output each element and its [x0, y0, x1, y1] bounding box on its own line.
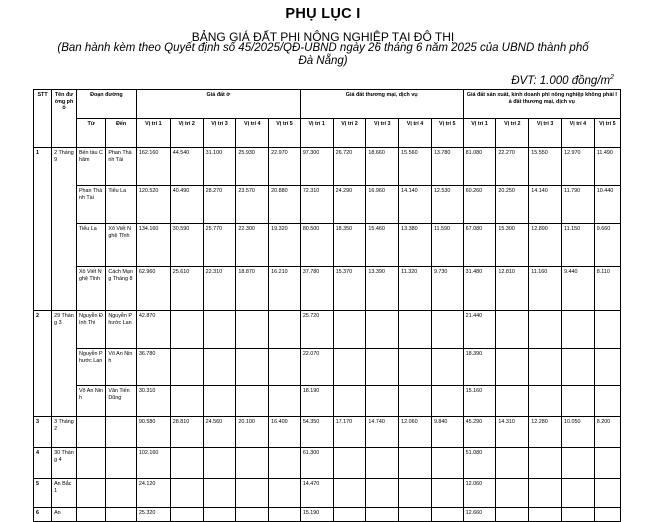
cell-price-production-position-2	[496, 311, 529, 349]
cell-price-residential-position-1: 102.160	[136, 448, 170, 479]
cell-price-commercial-position-5	[431, 349, 463, 386]
cell-price-commercial-position-5: 11.590	[431, 224, 463, 267]
cell-price-commercial-position-3: 15.460	[366, 224, 399, 267]
cell-price-production-position-1: 67.080	[463, 224, 496, 267]
cell-segment-to: Văn Tiến Dũng	[106, 386, 137, 417]
cell-price-commercial-position-2	[333, 448, 366, 479]
cell-price-residential-position-4	[236, 386, 269, 417]
cell-price-commercial-position-2	[333, 349, 366, 386]
cell-price-residential-position-5	[269, 349, 301, 386]
cell-price-production-position-3	[529, 479, 562, 508]
cell-price-production-position-1: 45.290	[463, 417, 496, 448]
header-commercial-position-4: Vị trí 4	[399, 119, 432, 148]
cell-price-production-position-4	[561, 349, 594, 386]
cell-segment-from: Phan Thành Tài	[76, 186, 105, 224]
header-production-position-4: Vị trí 4	[561, 119, 594, 148]
cell-price-residential-position-4: 25.930	[236, 148, 269, 186]
cell-segment-from: Nguyễn Phước Lan	[76, 349, 105, 386]
cell-segment-from: Tiểu La	[76, 224, 105, 267]
cell-price-production-position-4	[561, 479, 594, 508]
cell-price-residential-position-4: 22.300	[236, 224, 269, 267]
table-row	[34, 479, 621, 508]
header-production-position-3: Vị trí 3	[529, 119, 562, 148]
cell-price-residential-position-4: 18.870	[236, 267, 269, 311]
cell-price-residential-position-4: 23.570	[236, 186, 269, 224]
cell-price-production-position-5	[594, 508, 620, 522]
cell-price-residential-position-4	[236, 479, 269, 508]
cell-price-production-position-2	[496, 479, 529, 508]
cell-price-residential-position-3: 31.100	[203, 148, 236, 186]
cell-price-production-position-1: 31.480	[463, 267, 496, 311]
cell-price-commercial-position-1: 37.780	[300, 267, 333, 311]
cell-price-production-position-3	[529, 349, 562, 386]
cell-price-residential-position-3: 22.310	[203, 267, 236, 311]
cell-price-production-position-2: 15.300	[496, 224, 529, 267]
cell-price-commercial-position-1: 54.350	[300, 417, 333, 448]
cell-price-residential-position-4	[236, 349, 269, 386]
unit-text: ĐVT: 1.000 đồng/m	[511, 74, 611, 87]
cell-segment-from: Bến tàu Chăm	[76, 148, 105, 186]
table-row	[34, 148, 621, 186]
cell-price-production-position-5: 8.200	[594, 417, 620, 448]
cell-price-residential-position-5: 16.210	[269, 267, 301, 311]
header-segment: Đoạn đường	[76, 90, 136, 119]
cell-price-production-position-4	[561, 386, 594, 417]
table-row	[34, 224, 621, 267]
cell-price-production-position-5	[594, 479, 620, 508]
cell-price-commercial-position-3: 18.660	[366, 148, 399, 186]
cell-segment-from	[76, 479, 105, 508]
cell-price-residential-position-2	[170, 386, 203, 417]
cell-price-residential-position-4	[236, 508, 269, 522]
table-row	[34, 267, 621, 311]
cell-segment-from	[76, 508, 105, 522]
cell-price-residential-position-2: 30.590	[170, 224, 203, 267]
cell-price-residential-position-3	[203, 508, 236, 522]
cell-price-residential-position-2: 44.540	[170, 148, 203, 186]
cell-price-residential-position-2: 40.490	[170, 186, 203, 224]
cell-price-commercial-position-4	[399, 508, 432, 522]
cell-price-residential-position-5	[269, 311, 301, 349]
cell-price-production-position-1: 18.390	[463, 349, 496, 386]
cell-price-residential-position-3	[203, 311, 236, 349]
cell-price-residential-position-1: 36.780	[136, 349, 170, 386]
cell-price-commercial-position-1: 25.720	[300, 311, 333, 349]
cell-price-production-position-2	[496, 386, 529, 417]
cell-street-name: An Bắc 1	[52, 479, 77, 508]
cell-price-commercial-position-4: 14.140	[399, 186, 432, 224]
cell-price-production-position-1: 12.060	[463, 479, 496, 508]
cell-price-production-position-4	[561, 311, 594, 349]
cell-price-production-position-3	[529, 386, 562, 417]
cell-price-production-position-1: 21.440	[463, 311, 496, 349]
cell-price-commercial-position-4: 15.560	[399, 148, 432, 186]
cell-price-residential-position-4	[236, 448, 269, 479]
cell-price-residential-position-3	[203, 349, 236, 386]
cell-price-commercial-position-4	[399, 349, 432, 386]
cell-price-commercial-position-5	[431, 386, 463, 417]
header-to: Đến	[106, 119, 137, 148]
cell-price-commercial-position-5	[431, 479, 463, 508]
cell-price-production-position-3	[529, 311, 562, 349]
header-commercial-position-5: Vị trí 5	[431, 119, 463, 148]
cell-price-production-position-1: 51.080	[463, 448, 496, 479]
cell-price-production-position-5: 8.110	[594, 267, 620, 311]
cell-price-commercial-position-1: 18.190	[300, 386, 333, 417]
cell-price-commercial-position-4: 12.060	[399, 417, 432, 448]
cell-stt: 5	[34, 479, 52, 508]
cell-price-commercial-position-5	[431, 311, 463, 349]
cell-price-commercial-position-3	[366, 311, 399, 349]
cell-price-commercial-position-1: 15.190	[300, 508, 333, 522]
header-from: Từ	[76, 119, 105, 148]
cell-price-commercial-position-3	[366, 508, 399, 522]
cell-price-production-position-2	[496, 508, 529, 522]
cell-price-production-position-4	[561, 448, 594, 479]
cell-price-production-position-4: 12.970	[561, 148, 594, 186]
cell-price-residential-position-5: 16.400	[269, 417, 301, 448]
cell-segment-to	[106, 417, 137, 448]
header-stt: STT	[34, 90, 52, 148]
cell-price-commercial-position-4	[399, 448, 432, 479]
cell-price-production-position-3: 12.890	[529, 224, 562, 267]
cell-price-residential-position-5	[269, 448, 301, 479]
cell-segment-to: Phan Thành Tài	[106, 148, 137, 186]
cell-price-commercial-position-1: 72.310	[300, 186, 333, 224]
cell-street-name: 29 Tháng 3	[52, 311, 77, 417]
document-subtitle: BẢNG GIÁ ĐẤT PHI NÔNG NGHIỆP TẠI ĐÔ THỊ	[191, 30, 455, 44]
cell-price-commercial-position-1: 22.070	[300, 349, 333, 386]
cell-price-commercial-position-5: 9.730	[431, 267, 463, 311]
table-row	[34, 311, 621, 349]
land-price-table	[33, 89, 621, 522]
cell-price-commercial-position-4	[399, 311, 432, 349]
cell-price-production-position-3	[529, 448, 562, 479]
cell-price-commercial-position-2	[333, 479, 366, 508]
cell-price-commercial-position-4	[399, 386, 432, 417]
table-row	[34, 186, 621, 224]
header-residential-position-5: Vị trí 5	[269, 119, 301, 148]
cell-price-commercial-position-5: 12.530	[431, 186, 463, 224]
cell-stt: 3	[34, 417, 52, 448]
cell-segment-to: Nguyễn Phước Lan	[106, 311, 137, 349]
cell-segment-from	[76, 417, 105, 448]
cell-price-residential-position-1: 134.160	[136, 224, 170, 267]
cell-price-production-position-2: 12.810	[496, 267, 529, 311]
cell-street-name: 3 Tháng 2	[52, 417, 77, 448]
cell-price-production-position-2: 20.250	[496, 186, 529, 224]
cell-price-residential-position-3	[203, 448, 236, 479]
cell-price-commercial-position-4: 13.380	[399, 224, 432, 267]
header-production-position-2: Vị trí 2	[496, 119, 529, 148]
cell-price-residential-position-1: 24.120	[136, 479, 170, 508]
cell-price-production-position-5	[594, 386, 620, 417]
cell-street-name: 30 Tháng 4	[52, 448, 77, 479]
decision-note-line-1: (Ban hành kèm theo Quyết định số 45/2025/QĐ-UBND ngày 26 tháng 6 năm 2025 của UBND thành phố	[57, 42, 589, 54]
cell-price-production-position-4	[561, 508, 594, 522]
cell-price-production-position-3: 15.550	[529, 148, 562, 186]
cell-price-commercial-position-3	[366, 448, 399, 479]
cell-price-commercial-position-5: 9.840	[431, 417, 463, 448]
cell-price-production-position-3: 11.160	[529, 267, 562, 311]
cell-price-commercial-position-5: 13.780	[431, 148, 463, 186]
appendix-title: PHỤ LỤC I	[285, 6, 361, 22]
header-production-position-5: Vị trí 5	[594, 119, 620, 148]
unit-superscript: 2	[610, 74, 614, 81]
cell-price-production-position-5: 9.660	[594, 224, 620, 267]
cell-price-residential-position-3	[203, 479, 236, 508]
cell-price-production-position-5: 10.440	[594, 186, 620, 224]
cell-segment-to: Tiểu La	[106, 186, 137, 224]
cell-price-commercial-position-2	[333, 386, 366, 417]
cell-price-production-position-4: 9.440	[561, 267, 594, 311]
cell-price-commercial-position-2	[333, 311, 366, 349]
cell-segment-from: Nguyễn Đình Thi	[76, 311, 105, 349]
header-production-position-1: Vị trí 1	[463, 119, 496, 148]
cell-price-commercial-position-2: 24.290	[333, 186, 366, 224]
cell-segment-from: Xô Viết Nghệ Tĩnh	[76, 267, 105, 311]
cell-price-residential-position-3: 25.770	[203, 224, 236, 267]
cell-segment-to: Cách Mạng Tháng 8	[106, 267, 137, 311]
cell-segment-to: Xô Viết Nghệ Tĩnh	[106, 224, 137, 267]
table-row	[34, 386, 621, 417]
cell-price-production-position-5	[594, 349, 620, 386]
cell-price-residential-position-1: 42.870	[136, 311, 170, 349]
header-residential-position-2: Vị trí 2	[170, 119, 203, 148]
cell-price-commercial-position-3	[366, 349, 399, 386]
cell-price-commercial-position-2	[333, 508, 366, 522]
cell-stt: 4	[34, 448, 52, 479]
unit-label	[511, 74, 614, 87]
cell-price-residential-position-1: 120.520	[136, 186, 170, 224]
cell-price-residential-position-5: 22.970	[269, 148, 301, 186]
cell-price-production-position-5: 11.490	[594, 148, 620, 186]
cell-price-commercial-position-3: 14.740	[366, 417, 399, 448]
cell-price-residential-position-1: 62.960	[136, 267, 170, 311]
cell-price-production-position-5	[594, 448, 620, 479]
cell-price-residential-position-5: 20.880	[269, 186, 301, 224]
cell-price-production-position-1: 12.660	[463, 508, 496, 522]
cell-price-residential-position-2	[170, 311, 203, 349]
cell-street-name: An	[52, 508, 77, 522]
cell-price-commercial-position-5	[431, 448, 463, 479]
cell-street-name: 2 Tháng 9	[52, 148, 77, 311]
cell-stt: 6	[34, 508, 52, 522]
cell-price-residential-position-1: 90.580	[136, 417, 170, 448]
cell-price-residential-position-5	[269, 508, 301, 522]
cell-segment-to: Võ An Ninh	[106, 349, 137, 386]
cell-price-production-position-4: 11.150	[561, 224, 594, 267]
cell-price-production-position-1: 81.080	[463, 148, 496, 186]
header-residential-position-1: Vị trí 1	[136, 119, 170, 148]
cell-price-commercial-position-2: 17.170	[333, 417, 366, 448]
cell-price-residential-position-4	[236, 311, 269, 349]
cell-price-residential-position-5	[269, 479, 301, 508]
cell-price-residential-position-2	[170, 349, 203, 386]
cell-price-production-position-2	[496, 349, 529, 386]
cell-price-commercial-position-2: 26.720	[333, 148, 366, 186]
header-residential-position-3: Vị trí 3	[203, 119, 236, 148]
cell-price-residential-position-3	[203, 386, 236, 417]
cell-price-residential-position-1: 30.310	[136, 386, 170, 417]
cell-price-commercial-position-1: 97.300	[300, 148, 333, 186]
cell-price-residential-position-3: 24.560	[203, 417, 236, 448]
cell-segment-from: Võ An Ninh	[76, 386, 105, 417]
cell-segment-to	[106, 479, 137, 508]
cell-price-residential-position-3: 28.270	[203, 186, 236, 224]
cell-price-commercial-position-3	[366, 386, 399, 417]
cell-price-commercial-position-1: 14.470	[300, 479, 333, 508]
cell-price-production-position-2	[496, 448, 529, 479]
cell-price-production-position-3: 14.140	[529, 186, 562, 224]
cell-segment-to	[106, 508, 137, 522]
cell-price-production-position-4: 11.790	[561, 186, 594, 224]
cell-price-production-position-4: 10.050	[561, 417, 594, 448]
cell-price-commercial-position-3	[366, 479, 399, 508]
cell-price-production-position-2: 22.270	[496, 148, 529, 186]
header-residential-price: Giá đất ở	[136, 90, 300, 119]
header-commercial-position-1: Vị trí 1	[300, 119, 333, 148]
cell-price-commercial-position-3: 16.960	[366, 186, 399, 224]
cell-price-production-position-1: 60.260	[463, 186, 496, 224]
cell-price-commercial-position-3: 13.390	[366, 267, 399, 311]
cell-price-residential-position-2	[170, 479, 203, 508]
cell-price-commercial-position-4	[399, 479, 432, 508]
cell-segment-from	[76, 448, 105, 479]
header-commercial-position-3: Vị trí 3	[366, 119, 399, 148]
header-residential-position-4: Vị trí 4	[236, 119, 269, 148]
header-production-price: Giá đất sản xuất, kinh doanh phi nông nghiệp không phải là đất thương mại, dịch vụ	[463, 90, 620, 119]
table-row	[34, 349, 621, 386]
cell-price-production-position-5	[594, 311, 620, 349]
cell-price-commercial-position-2: 15.370	[333, 267, 366, 311]
table-row	[34, 417, 621, 448]
cell-price-residential-position-2: 28.810	[170, 417, 203, 448]
cell-price-residential-position-1: 25.320	[136, 508, 170, 522]
cell-price-residential-position-5	[269, 386, 301, 417]
header-commercial-position-2: Vị trí 2	[333, 119, 366, 148]
cell-price-production-position-2: 14.310	[496, 417, 529, 448]
cell-price-commercial-position-1: 61.300	[300, 448, 333, 479]
decision-note-line-2: Đà Nẵng)	[298, 55, 348, 67]
cell-price-production-position-3: 12.280	[529, 417, 562, 448]
cell-price-residential-position-2: 25.610	[170, 267, 203, 311]
header-street-name: Tên đường phố	[52, 90, 77, 148]
cell-price-residential-position-1: 162.160	[136, 148, 170, 186]
cell-price-commercial-position-5	[431, 508, 463, 522]
table-row	[34, 508, 621, 522]
cell-price-commercial-position-2: 18.350	[333, 224, 366, 267]
cell-stt: 1	[34, 148, 52, 311]
cell-price-residential-position-4: 20.100	[236, 417, 269, 448]
cell-price-residential-position-2	[170, 448, 203, 479]
cell-price-residential-position-5: 19.320	[269, 224, 301, 267]
cell-price-commercial-position-4: 11.320	[399, 267, 432, 311]
cell-price-residential-position-2	[170, 508, 203, 522]
decision-note	[0, 42, 646, 68]
cell-price-commercial-position-1: 80.500	[300, 224, 333, 267]
cell-price-production-position-3	[529, 508, 562, 522]
cell-segment-to	[106, 448, 137, 479]
table-row	[34, 448, 621, 479]
cell-price-production-position-1: 15.160	[463, 386, 496, 417]
header-commercial-price: Giá đất thương mại, dịch vụ	[300, 90, 463, 119]
cell-stt: 2	[34, 311, 52, 417]
